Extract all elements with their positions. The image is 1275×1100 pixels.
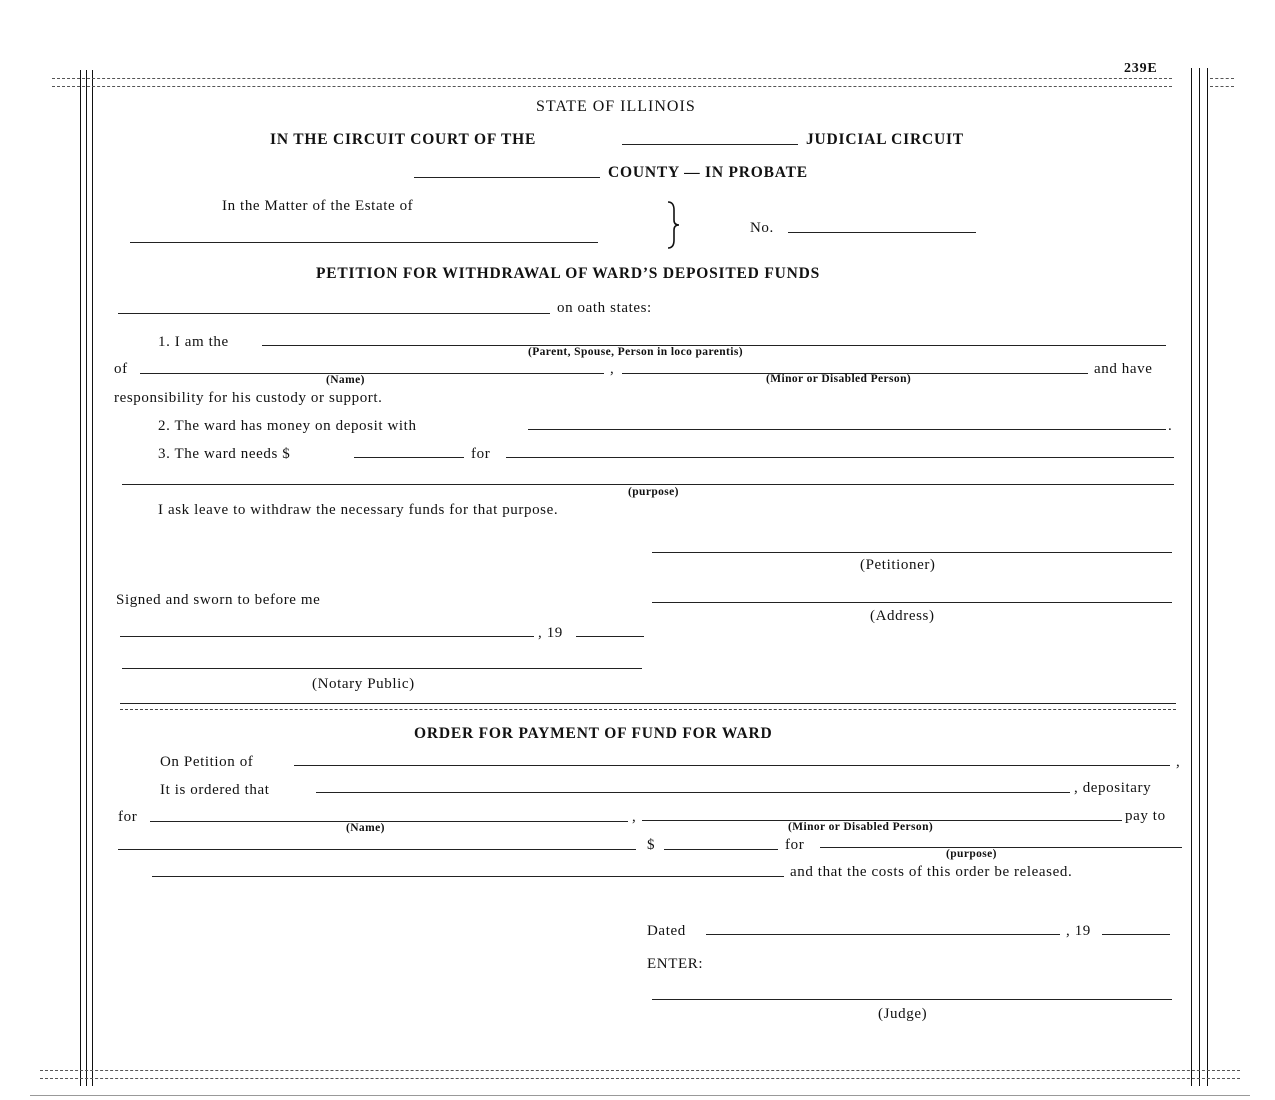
- dollar-sign: $: [647, 837, 656, 853]
- bottom-border-line: [40, 1078, 1240, 1079]
- name-caption: (Name): [326, 374, 365, 386]
- order-purpose-field[interactable]: [820, 847, 1182, 848]
- signed-sworn-text: Signed and sworn to before me: [116, 592, 321, 608]
- address-caption: (Address): [870, 608, 935, 624]
- pay-to-text: pay to: [1125, 808, 1166, 824]
- depository-field[interactable]: [528, 429, 1166, 430]
- state-heading: STATE OF ILLINOIS: [536, 98, 696, 115]
- left-border-line: [80, 70, 81, 1086]
- left-border-line: [86, 70, 87, 1086]
- judicial-circuit-field[interactable]: [622, 144, 798, 145]
- case-number-label: No.: [750, 220, 774, 236]
- petitioner-signature-field[interactable]: [652, 552, 1172, 553]
- estate-matter-label: In the Matter of the Estate of: [222, 198, 414, 214]
- dated-year-prefix: , 19: [1066, 923, 1091, 939]
- on-petition-label: On Petition of: [160, 754, 254, 770]
- ask-leave-text: I ask leave to withdraw the necessary funds for that purpose.: [158, 502, 559, 518]
- item2-label: 2. The ward has money on deposit with: [158, 418, 417, 434]
- sworn-date-field[interactable]: [120, 636, 534, 637]
- of-label: of: [114, 361, 128, 377]
- order-purpose-field-continued[interactable]: [152, 876, 784, 877]
- notary-signature-field[interactable]: [122, 668, 642, 669]
- order-name-caption: (Name): [346, 822, 385, 834]
- county-field[interactable]: [414, 177, 600, 178]
- item1-label: 1. I am the: [158, 334, 229, 350]
- judge-signature-field[interactable]: [652, 999, 1172, 1000]
- dated-label: Dated: [647, 923, 686, 939]
- item3-label: 3. The ward needs $: [158, 446, 291, 462]
- petition-title: PETITION FOR WITHDRAWAL OF WARD’S DEPOSITED FUNDS: [316, 265, 820, 282]
- comma: ,: [632, 809, 637, 825]
- top-border-line: [1210, 86, 1234, 87]
- top-border-line: [52, 78, 1172, 79]
- case-number-field[interactable]: [788, 232, 976, 233]
- address-field[interactable]: [652, 602, 1172, 603]
- top-border-line: [52, 86, 1172, 87]
- payee-field[interactable]: [118, 849, 636, 850]
- top-border-line: [1210, 78, 1234, 79]
- bottom-border-line: [40, 1070, 1240, 1071]
- caption-brace: [662, 200, 682, 250]
- section-divider: [120, 703, 1176, 704]
- section-divider: [120, 709, 1176, 710]
- dated-year-field[interactable]: [1102, 934, 1170, 935]
- petitioner-name-field[interactable]: [118, 313, 550, 314]
- minor-caption: (Minor or Disabled Person): [766, 373, 912, 385]
- right-border-line: [1207, 68, 1208, 1086]
- purpose-field[interactable]: [506, 457, 1174, 458]
- sworn-year-field[interactable]: [576, 636, 644, 637]
- notary-caption: (Notary Public): [312, 676, 415, 692]
- bottom-edge-line: [30, 1095, 1250, 1096]
- court-heading-suffix: JUDICIAL CIRCUIT: [806, 131, 964, 148]
- depositary-text: , depositary: [1074, 780, 1152, 796]
- order-ward-name-field[interactable]: [150, 821, 628, 822]
- purpose-field-continued[interactable]: [122, 484, 1174, 485]
- petitioner-caption: (Petitioner): [860, 557, 936, 573]
- oath-text: on oath states:: [557, 300, 652, 316]
- depositary-field[interactable]: [316, 792, 1070, 793]
- comma: ,: [610, 361, 615, 377]
- right-border-line: [1191, 68, 1192, 1086]
- judge-caption: (Judge): [878, 1006, 928, 1022]
- enter-label: ENTER:: [647, 956, 704, 972]
- right-border-line: [1199, 68, 1200, 1086]
- and-have-text: and have: [1094, 361, 1153, 377]
- order-petitioner-field[interactable]: [294, 765, 1170, 766]
- ward-name-field[interactable]: [140, 373, 604, 374]
- for-label: for: [471, 446, 491, 462]
- order-minor-caption: (Minor or Disabled Person): [788, 821, 934, 833]
- comma: ,: [1176, 754, 1181, 770]
- sworn-year-prefix: , 19: [538, 625, 563, 641]
- costs-released-text: and that the costs of this order be released.: [790, 864, 1073, 880]
- court-heading-prefix: IN THE CIRCUIT COURT OF THE: [270, 131, 537, 148]
- ordered-that-label: It is ordered that: [160, 782, 270, 798]
- dated-field[interactable]: [706, 934, 1060, 935]
- purpose-caption: (purpose): [628, 486, 679, 498]
- left-border-line: [92, 70, 93, 1086]
- order-title: ORDER FOR PAYMENT OF FUND FOR WARD: [414, 725, 773, 742]
- order-for-label: for: [118, 809, 138, 825]
- order-purpose-caption: (purpose): [946, 848, 997, 860]
- county-heading: COUNTY — IN PROBATE: [608, 164, 808, 181]
- relationship-caption: (Parent, Spouse, Person in loco parentis): [528, 346, 743, 358]
- form-number: 239E: [1124, 61, 1158, 76]
- order-amount-field[interactable]: [664, 849, 778, 850]
- responsibility-text: responsibility for his custody or support.: [114, 390, 383, 406]
- order-for-label-2: for: [785, 837, 805, 853]
- amount-field[interactable]: [354, 457, 464, 458]
- estate-name-field[interactable]: [130, 242, 598, 243]
- period: .: [1168, 418, 1173, 434]
